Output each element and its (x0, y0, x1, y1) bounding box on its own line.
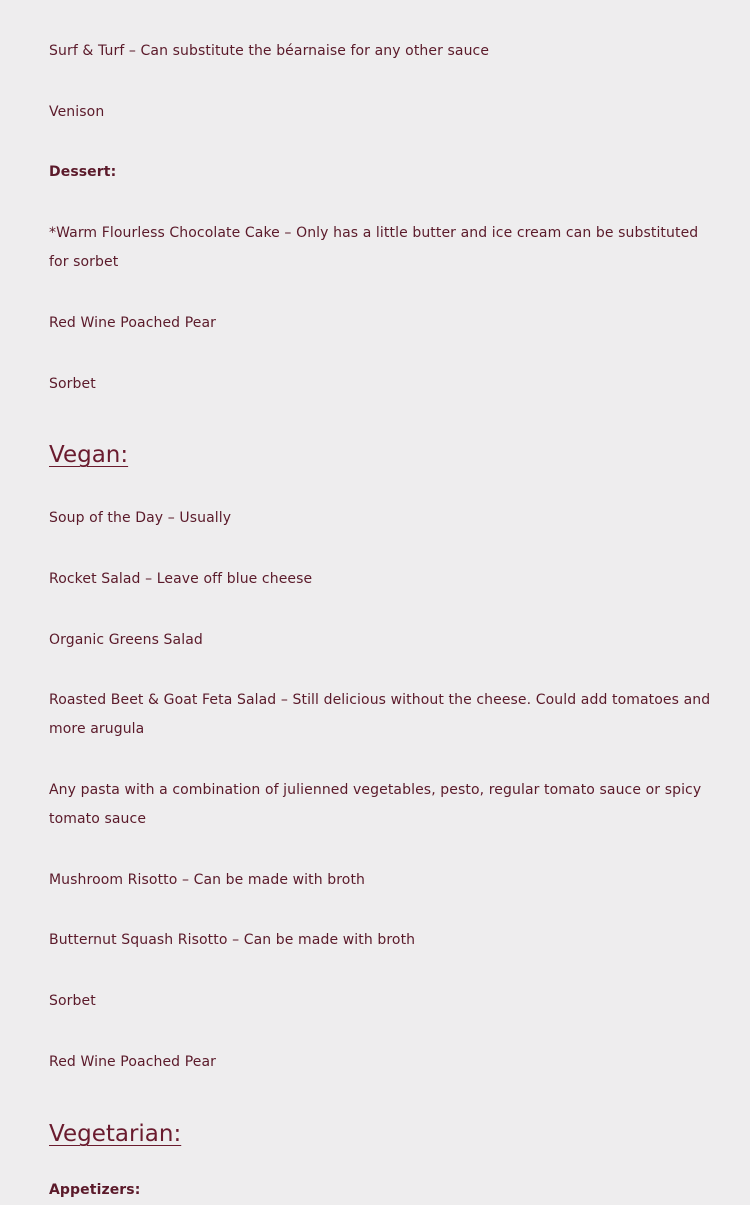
dessert-item-sorbet: Sorbet (49, 376, 96, 392)
vegan-item-mushroom-risotto: Mushroom Risotto – Can be made with broth (49, 872, 366, 888)
dessert-item-poached-pear: Red Wine Poached Pear (49, 315, 217, 331)
vegan-item-greens-salad: Organic Greens Salad (49, 632, 203, 648)
vegan-item-rocket-salad: Rocket Salad – Leave off blue cheese (49, 571, 313, 587)
vegan-item-squash-risotto: Butternut Squash Risotto – Can be made with broth (49, 932, 416, 948)
menu-item-venison: Venison (49, 104, 105, 120)
menu-item-surf-turf: Surf & Turf – Can substitute the béarnaise for any other sauce (49, 43, 490, 59)
vegan-item-soup: Soup of the Day – Usually (49, 510, 232, 526)
vegan-item-sorbet: Sorbet (49, 993, 96, 1009)
dessert-item-chocolate-cake: *Warm Flourless Chocolate Cake – Only has a little butter and ice cream can be substituted for sorbet (49, 225, 699, 270)
vegetarian-heading: Vegetarian: (49, 1121, 182, 1147)
vegan-item-poached-pear: Red Wine Poached Pear (49, 1054, 217, 1070)
vegan-item-beet-salad: Roasted Beet & Goat Feta Salad – Still delicious without the cheese. Could add tomatoes and more arugula (49, 692, 711, 737)
appetizers-subheading: Appetizers: (49, 1182, 141, 1198)
vegan-item-pasta: Any pasta with a combination of julienned vegetables, pesto, regular tomato sauce or spicy tomato sauce (49, 782, 702, 827)
dessert-heading: Dessert: (49, 164, 117, 180)
vegan-heading: Vegan: (49, 442, 129, 468)
